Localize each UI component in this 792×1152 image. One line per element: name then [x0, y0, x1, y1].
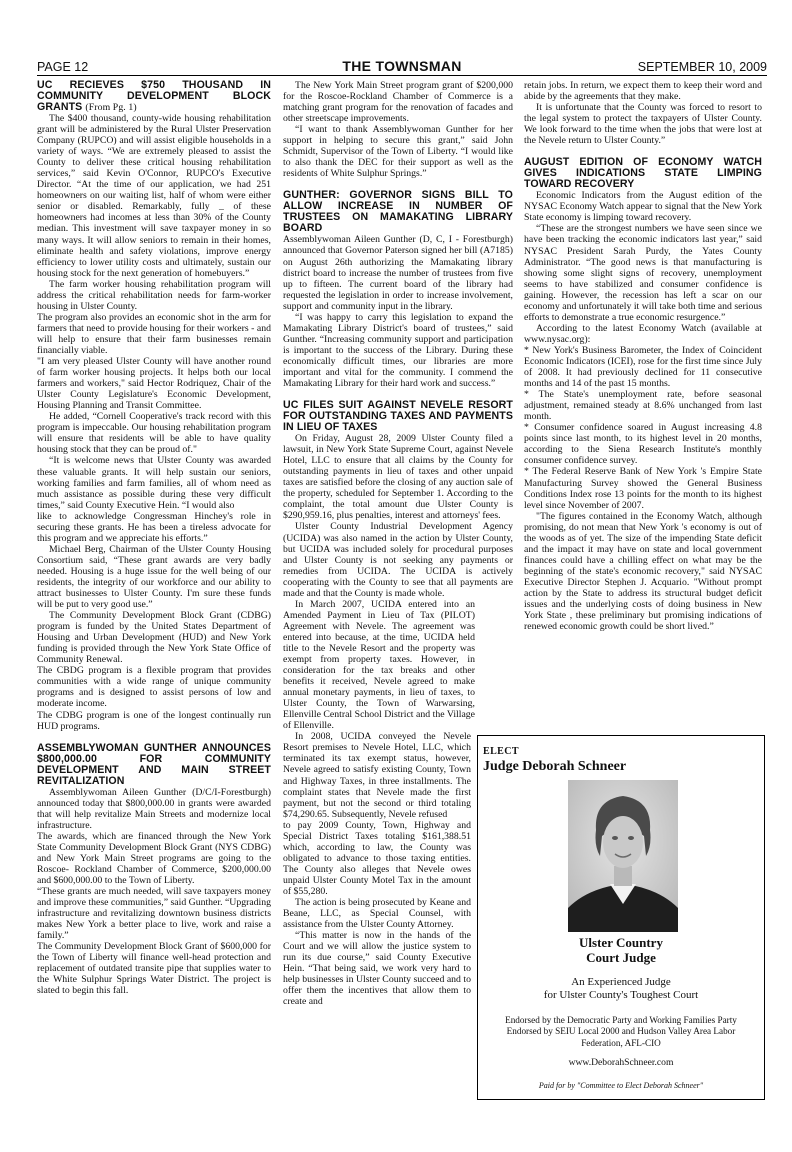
- headline-ucdbg: UC RECIEVES $750 THOUSAND IN COMMUNITY DEVELOPMENT BLOCK GRANTS (From Pg. 1): [37, 79, 271, 113]
- bullet-item: * Consumer confidence soared in August increasing 4.8 points since last month, to its highest level in 20 months, according to the Siena Research Institute's monthly consumer confidence survey.: [524, 422, 762, 467]
- paragraph: “I was happy to carry this legislation to expand the Mamakating Library District's board of trustees,” said Gunther. “Increasing community support and participation is important to the success of the Library. During these economically difficult times, our libraries are more important and vital for the community. I commend the Mamakating Library for their hard work and success.”: [283, 311, 513, 390]
- paragraph: The farm worker housing rehabilitation program will address the critical rehabilitation needs for farm-worker housing in Ulster County.: [37, 278, 271, 312]
- paragraph: Economic Indicators from the August edition of the NYSAC Economy Watch appear to signal that the New York State economy is limping toward recovery.: [524, 190, 762, 224]
- bullet-item: * The Federal Reserve Bank of New York 's Empire State Manufacturing Survey showed the General Business Conditions Index rose 13 points for the month to its highest level since November of 2007.: [524, 466, 762, 511]
- paragraph: like to acknowledge Congressman Hinchey's role in securing these grants. He has been a tireless advocate for this program and we appreciate his efforts.”: [37, 510, 271, 544]
- headline-library-board: GUNTHER: GOVERNOR SIGNS BILL TO ALLOW INCREASE IN NUMBER OF TRUSTEES ON MAMAKATING LIBRARY BOARD: [283, 189, 513, 235]
- issue-date: SEPTEMBER 10, 2009: [637, 60, 767, 74]
- column-3: [524, 80, 762, 632]
- bullet-item: * The State's unemployment rate, before seasonal adjustment, remained steady at 8.6% unchanged from last month.: [524, 389, 762, 423]
- paragraph: In 2008, UCIDA conveyed the Nevele Resort premises to Nevele Hotel, LLC, which terminated its tax exempt status, however, Nevele agreed to satisfy existing County, Town and Highway Taxes, in three installments. The complaint states that Nevele made the first payment, but not the second or third totaling $74,290.65. Subsequently, Nevele refused: [283, 731, 471, 820]
- paragraph: “This matter is now in the hands of the Court and we will allow the justice system to run its due course,” said County Executive Hein. “That being said, we work very hard to help businesses in Ulster County succeed and to offer them the incentives that allow them to create and: [283, 930, 471, 1008]
- paragraph: "The figures contained in the Economy Watch, although promising, do not mean that New York 's economy is out of the woods as of yet. The size of the impending State deficit and the impact it may have on state and local government finances could have a chilling effect on what may be the beginning of the state's economic recovery," said NYSAC Executive Director Stephen J. Acquario. "Without prompt action by the State to address its structural budget deficit issues and the underlying costs of doing business in New York State , these preliminary but promising indications of renewed economic growth could be short lived.”: [524, 510, 762, 633]
- paragraph: retain jobs. In return, we expect them to keep their word and abide by the agreements that they make.: [524, 80, 762, 103]
- masthead-rule: [37, 75, 767, 76]
- paragraph: It is unfortunate that the County was forced to resort to the legal system to protect the taxpayers of Ulster County. We look forward to the time when the jobs that were lost at the Nevele return to Ulster County.”: [524, 102, 762, 147]
- paragraph: Michael Berg, Chairman of the Ulster County Housing Consortium said, “These grant awards are very badly needed. Housing is a huge issue for the well being of our residents, the integrity of our workforce and our ability to attract businesses to Ulster County. I'm sure these funds will be put to very good use.”: [37, 543, 271, 611]
- ad-tagline-2: for Ulster County's Toughest Court: [543, 989, 699, 1001]
- bullet-item: * New York's Business Barometer, the Index of Coincident Economic Indicators (ICEI), rose for the first time since July of 2008. It had previously declined for 11 consecutive months and 14 of the past 15 months.: [524, 344, 762, 390]
- paragraph: “I want to thank Assemblywoman Gunther for her support in helping to secure this grant,” said John Schmidt, Supervisor of the Town of Liberty. “I would like to also thank the DEC for their support as well as the residents of White Sulphur Springs.”: [283, 124, 513, 180]
- endorsement-line: Endorsed by the Democratic Party and Working Families Party: [505, 1015, 737, 1025]
- continued-from: (From Pg. 1): [85, 102, 137, 113]
- paragraph: The program also provides an economic shot in the arm for farmers that need to provide housing for their workers - and will help to ensure that their farm businesses remain financially viable.: [37, 311, 271, 356]
- paragraph: to pay 2009 County, Town, Highway and Special District Taxes totaling $161,388.51 which, according to law, the County was obligated to advance to those taxing entities. The County also alleges that Nevele owes unpaid Ulster County Motel Tax in the amount of $55,280.: [283, 819, 471, 897]
- ad-office-2: Court Judge: [586, 950, 656, 965]
- page-number: PAGE 12: [37, 60, 89, 74]
- paragraph: The Community Development Block Grant of $600,000 for the Town of Liberty will finance well-head protection and replacement of outdated transite pipe that supplies water to the White Sulphur Springs Water District. The project is slated to begin this fall.: [37, 941, 271, 997]
- endorsement-line: Endorsed by SEIU Local 2000 and Hudson Valley Area Labor Federation, AFL-CIO: [506, 1026, 736, 1048]
- ad-endorsements: [494, 1015, 748, 1049]
- column-1: [37, 80, 271, 997]
- campaign-advertisement: [477, 735, 765, 1100]
- masthead: [37, 58, 767, 76]
- paragraph: Assemblywoman Aileen Gunther (D, C, I - Forestburgh) announced that Governor Paterson signed her bill (A7185) on August 26th authorizing the Mamakating library district board to increase the number of trustees from five up to fifteen. The current board of the library had requested the legislation in order to increase involvement, support and community input in the library.: [283, 234, 513, 312]
- paragraph: Assemblywoman Aileen Gunther (D/C/I-Forestburgh) announced today that $800,000.00 in grants were awarded that will help revitalize Main Streets and modernize local infrastructure.: [37, 786, 271, 831]
- ad-tagline-1: An Experienced Judge: [571, 976, 671, 988]
- paragraph: He added, “Cornell Cooperative's track record with this program is impeccable. Our housing rehabilitation program will ensure that residents will be able to have quality housing stock that they can be proud of.": [37, 411, 271, 456]
- paragraph: “These are the strongest numbers we have seen since we have been tracking the economic indicators last year,” said NYSAC President Sarah Purdy, the Yates County Administrator. “The good news is that manufacturing is showing some slight signs of recovery, unemployment seems to have stabilized and consumer confidence is gaining. However, the recession has left a scar on our economy and unfortunately it will take both time and serious efforts to demonstrate a true economic resurgence.”: [524, 223, 762, 323]
- ad-office: Ulster Country: [579, 935, 663, 950]
- ad-paid-for: Paid for by "Committee to Elect Deborah Schneer": [538, 1081, 704, 1090]
- paragraph: The Community Development Block Grant (CDBG) program is funded by the United States Department of Housing and Urban Development (HUD) and New York funding is provided through the New York State Office of Community Renewal.: [37, 610, 271, 666]
- ad-candidate-name: Judge Deborah Schneer: [483, 759, 627, 774]
- headline-gunther-grants: ASSEMBLYWOMAN GUNTHER ANNOUNCES $800,000.00 FOR COMMUNITY DEVELOPMENT AND MAIN STREET REVITALIZATION: [37, 741, 271, 787]
- paragraph: The awards, which are financed through the New York State Community Development Block Grant (NYS CDBG) and New York Main Street programs are going to the Roscoe- Rockland Chamber of Commerce, $200,000.00 and $600,000.00 to the Town of Liberty.: [37, 830, 271, 886]
- ad-elect: ELECT: [483, 746, 519, 757]
- ad-website-link[interactable]: www.DeborahSchneer.com: [568, 1057, 674, 1068]
- paragraph: The $400 thousand, county-wide housing rehabilitation grant will be administered by the Rural Ulster Preservation Company (RUPCO) and will assist eligible households in a variety of ways. “We are extremely pleased to assist the County to deliver these critical housing rehabilitation services,” said Kevin O'Connor, RUPCO's Executive Director. “At the time of our application, we had 251 homeowners on our waiting list, half of whom were either senior or disabled. Remarkably, fully _ of these homeowners had incomes at less than 30% of the County median. This investment will save taxpayer money in so many ways. It will allow seniors to remain in their homes, eliminate health and safety violations, improve energy efficiency to lower utility costs and ultimately, sustain our housing stock for the next generation of homebuyers.”: [37, 113, 271, 279]
- paragraph: The action is being prosecuted by Keane and Beane, LLC, as Special Counsel, with assistance from the Ulster County Attorney.: [283, 897, 471, 931]
- paragraph: The CDBG program is one of the longest continually run HUD programs.: [37, 709, 271, 732]
- headline-economy-watch: AUGUST EDITION OF ECONOMY WATCH GIVES INDICATIONS STATE LIMPING TOWARD RECOVERY: [524, 156, 762, 191]
- paragraph: According to the latest Economy Watch (available at www.nysac.org):: [524, 322, 762, 345]
- paragraph: “These grants are much needed, will save taxpayers money and improve these communities,” said Gunther. “Upgrading infrastructure and revitalizing downtown business districts makes New York a better place to live, work and raise a family.”: [37, 886, 271, 942]
- paragraph: The CBDG program is a flexible program that provides communities with a wide range of unique community programs and is designed to assist persons of low and moderate income.: [37, 665, 271, 710]
- paragraph: Ulster County Industrial Development Agency (UCIDA) was also named in the action by Ulster County, but UCIDA was included solely for procedural purposes and Ulster County is not seeking any payments or remedies from UCIDA. The UCIDA is actively cooperating with the County to see that all payments are made and that the County is made whole.: [283, 521, 513, 599]
- paragraph: In March 2007, UCIDA entered into an Amended Payment in Lieu of Tax (PILOT) Agreement with Nevele. The agreement was entered into because, at the time, UCIDA held title to the Nevele Resort and the property was exempt from property taxes. However, in consideration for the tax breaks and other benefits it received, Nevele agreed to make annual monetary payments, in lieu of taxes, to Ulster County, the Town of Warwarsing, Ellenville Central School District and the Village of Ellenville.: [283, 598, 475, 732]
- paragraph: On Friday, August 28, 2009 Ulster County filed a lawsuit, in New York State Supreme Court, against Nevele Hotel, LLC to ensure that all claims by the County for outstanding payments in lieu of taxes and other unpaid taxes are satisfied before the closing of any auction sale of the property, scheduled for September 1. According to the complaint, the total amount due Ulster County is $290,959.16, plus penalties, interest and attorneys' fees.: [283, 433, 513, 522]
- candidate-photo: [568, 780, 678, 932]
- paragraph: The New York Main Street program grant of $200,000 for the Roscoe-Rockland Chamber of Commerce is a matching grant program for the renovation of facades and other streetscape improvements.: [283, 80, 513, 125]
- newspaper-name: THE TOWNSMAN: [342, 58, 462, 74]
- headline-nevele-suit: UC FILES SUIT AGAINST NEVELE RESORT FOR OUTSTANDING TAXES AND PAYMENTS IN LIEU OF TAXES: [283, 399, 513, 434]
- paragraph: "I am very pleased Ulster County will have another round of farm worker housing projects. It helps both our local farmers and workers," said Hector Rodriquez, Chair of the Ulster County Legislature's Economic Development, Housing Planning and Transit Committee.: [37, 356, 271, 412]
- paragraph: “It is welcome news that Ulster County was awarded these valuable grants. It will help sustain our seniors, working families and farm families, all of whom need as much assistance as possible during these very difficult times,” said County Executive Hein. “I would also: [37, 455, 271, 511]
